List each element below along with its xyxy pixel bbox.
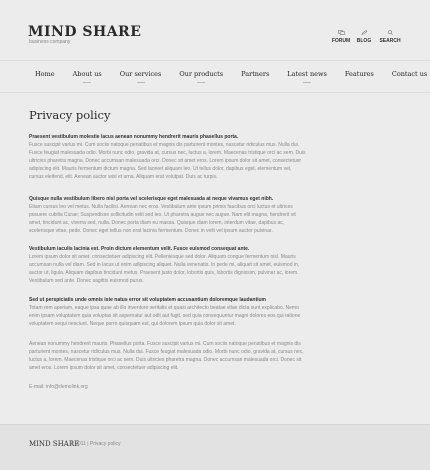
- main-nav: [26, 64, 430, 84]
- main-content: [29, 108, 309, 122]
- nav-label: About us: [72, 70, 102, 78]
- nav-label: Contact us: [391, 70, 428, 78]
- policy-section: [29, 246, 307, 286]
- nav-top-divider: [0, 60, 430, 61]
- contact-line: [29, 384, 307, 392]
- nav-label: Our products: [179, 70, 224, 78]
- nav-marker: [83, 82, 91, 83]
- nav-item-latest-news[interactable]: [278, 64, 336, 84]
- nav-label: Home: [35, 70, 55, 78]
- nav-bottom-divider: [0, 92, 430, 93]
- policy-section: [29, 341, 307, 373]
- page-title: Privacy policy: [29, 108, 111, 122]
- nav-label: Features: [344, 70, 374, 78]
- nav-label: Our services: [119, 70, 162, 78]
- header: [0, 0, 430, 58]
- nav-item-our-products[interactable]: [170, 64, 232, 84]
- footer-logo[interactable]: MIND SHARE: [29, 440, 80, 448]
- site-tagline: business company: [29, 39, 71, 45]
- policy-section: [29, 134, 307, 181]
- nav-label: Partners: [241, 70, 270, 78]
- section-body: Fusce suscipit varius mi. Cum sociis natoque penatibus et magnis dis parturient montes, nascetur ridiculus mus. Nulla dui. Fusce feugiat malesuada odio. Morbi nunc odio, gravida at, cursus nec, luctus a, lorem. Maecenas tristique orci ac sem. Duis ultricies pharetra magna. Donec accumsan malesuada orci. Donec sit amet eros. Lorem ipsum dolor sit amet, consectetuer adipiscing elit. Mauris fermentum dictum magna. Sed laoreet aliquam leo. Ut tellus dolor, dapibus eget, elementum vel, cursus eleifend, elit. Aenean auctor wisi et urna. Aliquam erat volutpat. Duis ac turpis.: [29, 141, 306, 180]
- section-body: Lorem ipsum dolor sit amet, consectetuer adipiscing elit. Pellentesque sed dolor. Aliquam congue fermentum nisl. Mauris accumsan nulla vel diam. Sed in lacus ut enim adipiscing aliquet. Nulla venenatis. In pede mi, aliquet sit amet, euismod in, auctor ut, ligula. Aliquam dapibus tincidunt metus. Praesent justo dolor, lobortis quis, lobortis dignissim, pulvinar ac, lorem. Vestibulum sed ante. Donec sagittis euismod purus.: [29, 253, 300, 284]
- nav-marker: [303, 82, 311, 83]
- quicklink-label: SEARCH: [379, 38, 401, 44]
- search-icon: [387, 30, 394, 35]
- nav-item-features[interactable]: [336, 64, 383, 84]
- nav-item-our-services[interactable]: [111, 64, 171, 84]
- nav-marker: [197, 82, 205, 83]
- quicklink-label: FORUM: [331, 38, 351, 44]
- section-body: Etiam cursus leo vel metus. Nulla facilisi. Aenean nec eros. Vestibulum ante ipsum primis faucibus orci luctus et ultrices posuere cubilia Curae; Suspendisse sollicitudin velit sed leo. Ut pharetra augue nec augue. Nam elit magna, hendrerit sit amet, tincidunt ac, viverra sed, nulla. Donec porta diam eu massa. Quisque diam lorem, interdum vitae, dapibus ac, scelerisque vitae, pede. Donec eget tellus non erat lacinia fermentum. Donec in velit vel ipsum auctor pulvinar.: [29, 203, 296, 234]
- policy-section: [29, 196, 307, 236]
- nav-label: Latest news: [287, 70, 327, 78]
- quicklink-label: BLOG: [356, 38, 372, 44]
- nav-item-contact-us[interactable]: [383, 64, 430, 84]
- section-body: Aenean nonummy hendrerit mauris. Phasellus porta. Fusce suscipit varius mi. Cum sociis natoque penatibus et magnis dis parturient montes, nascetur ridiculus mus. Nulla dui. Fusce feugiat malesuada odio. Morbi nunc odio, gravida at, cursus nec, luctus a, lorem. Maecenas tristique orci ac sem. Duis ultricies pharetra magna. Donec accumsan malesuada orci. Donec sit amet eros. Lorem ipsum dolor sit amet, consectetuer adipiscing elit.: [29, 341, 304, 371]
- nav-item-home[interactable]: [26, 64, 64, 84]
- site-logo[interactable]: MIND SHARE: [28, 24, 142, 40]
- section-body: Totam rem aperiam, eaque ipsa quae ab illo inventore veritatis et quasi architecto beatae vitae dicta sunt explicabo. Nemo enim ipsam voluptatem quia voluptas sit aspernatur aut odit aut fugit, sed quia consequuntur magni dolores eos qui ratione voluptatem sequi nesciunt. Neque porro quisquam est, qui dolorem ipsum quia dolor sit amet.: [29, 304, 301, 327]
- section-heading: Quisque nulla vestibulum libero nisl porta vel scelerisque eget malesuada at neque vivamus eget nibh.: [29, 196, 274, 202]
- footer-copyright: © 2011 | Privacy policy: [70, 441, 121, 447]
- nav-item-partners[interactable]: [232, 64, 278, 84]
- section-heading: Praesent vestibulum molestie lacus aenean nonummy hendrerit mauris phasellus porta.: [29, 134, 239, 140]
- policy-section: [29, 297, 307, 329]
- footer: [0, 424, 430, 470]
- forum-icon: [338, 30, 345, 35]
- nav-marker: [137, 82, 145, 83]
- blog-icon: [361, 30, 368, 35]
- contact-email[interactable]: E-mail: info@demolink.org: [29, 384, 88, 390]
- nav-item-about-us[interactable]: [64, 64, 111, 84]
- section-heading: Sed ut perspiciatis unde omnis iste natus error sit voluptatem accusantium doloremque laudantium: [29, 297, 266, 303]
- section-heading: Vestibulum iaculis lacinia est. Proin dictum elementum velit. Fusce euismod consequat ante.: [29, 246, 250, 252]
- quicklink-search[interactable]: [375, 30, 405, 44]
